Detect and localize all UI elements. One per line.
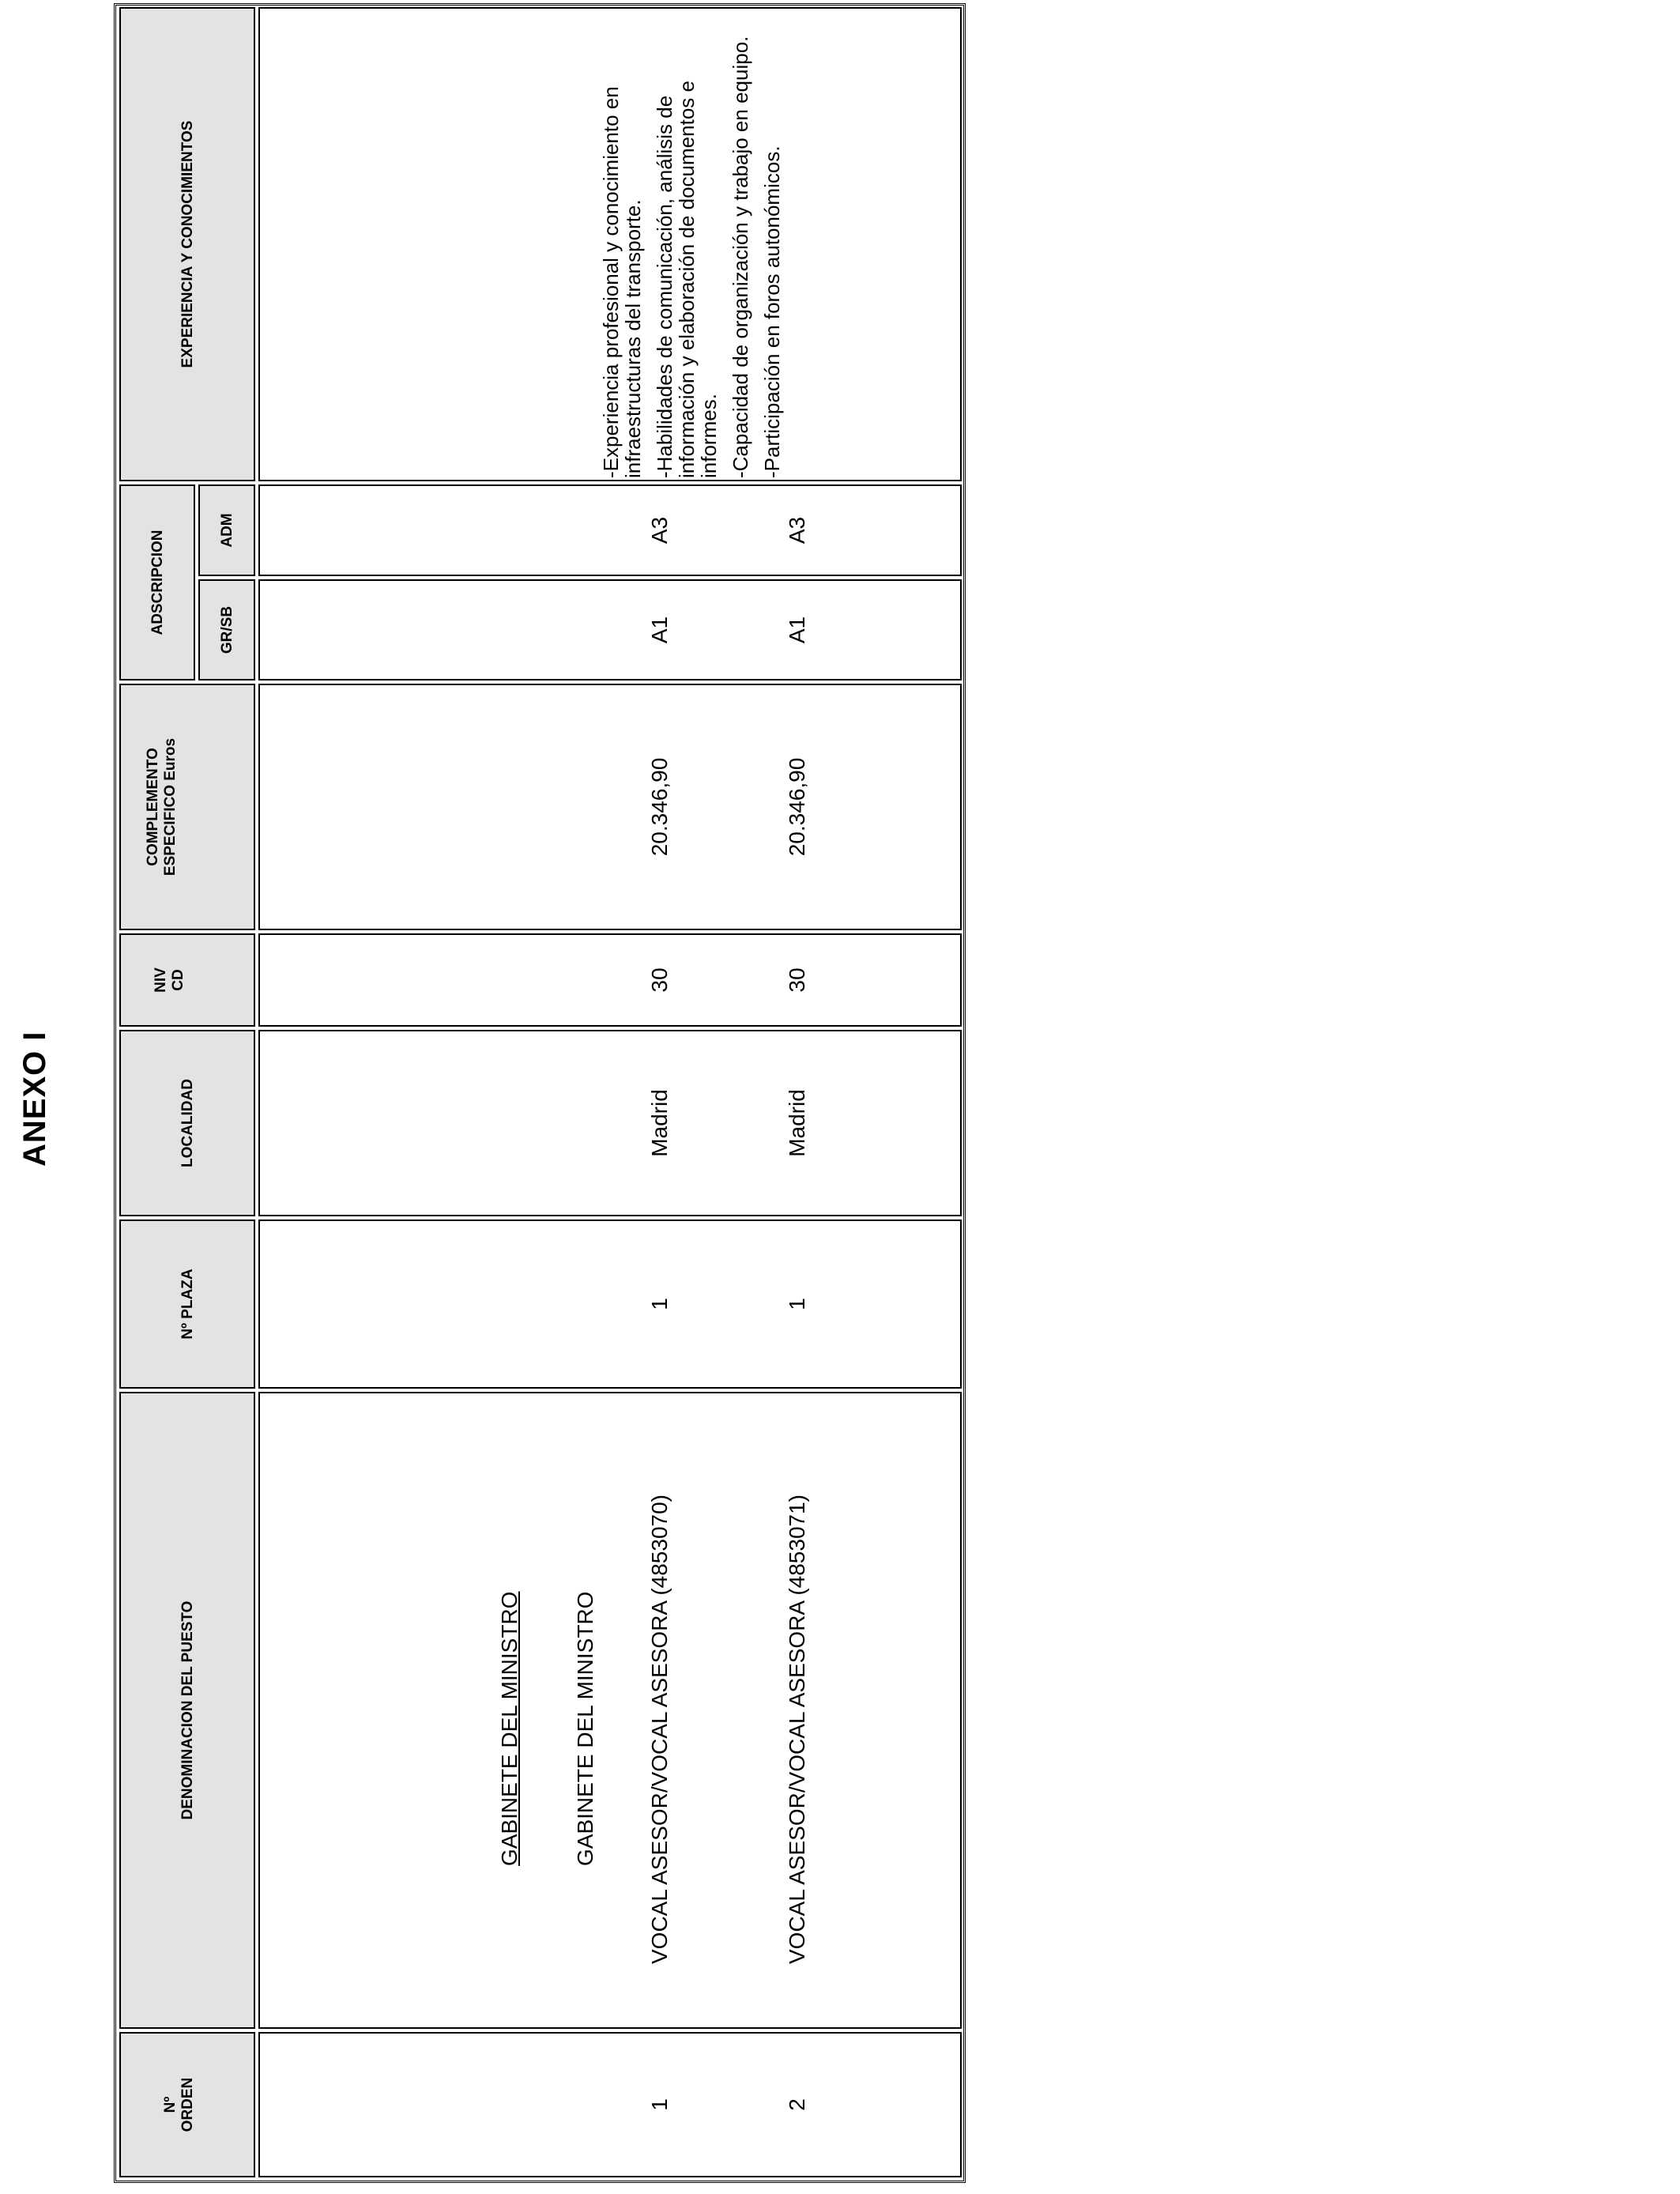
header-complemento-label: COMPLEMENTO ESPECIFICO Euros <box>145 737 179 876</box>
experiencia-item: -Capacidad de organización y trabajo en equipo. <box>729 36 752 478</box>
header-denominacion-label: DENOMINACION DEL PUESTO <box>179 1600 196 1820</box>
experiencia-list <box>600 18 793 478</box>
header-adm <box>198 484 255 576</box>
header-experiencia-label: EXPERIENCIA Y CONOCIMIENTOS <box>179 120 196 368</box>
subsection-heading: GABINETE DEL MINISTRO <box>573 1591 597 1866</box>
row-2-complemento: 20.346,90 <box>785 757 809 857</box>
page-title: ANEXO I <box>17 1031 52 1167</box>
experiencia-item: -Participación en foros autonómicos. <box>760 145 784 478</box>
header-complemento <box>119 684 255 930</box>
row-1-adm: A3 <box>647 516 672 545</box>
header-orden <box>119 2032 255 2177</box>
experiencia-item: -Habilidades de comunicación, análisis de información y elaboración de documentos e informes. <box>653 81 721 478</box>
experiencia-item: -Experiencia profesional y conocimiento en infraestructuras del transporte. <box>599 86 645 478</box>
positions-table <box>114 3 966 2183</box>
row-1-niv: 30 <box>647 967 672 993</box>
body-col-grsb <box>258 579 962 680</box>
body-col-orden <box>258 2032 962 2177</box>
header-orden-label: Nº ORDEN <box>162 2077 196 2132</box>
body-col-niv <box>258 933 962 1027</box>
row-2-adm: A3 <box>785 516 809 545</box>
body-col-plaza <box>258 1220 962 1389</box>
body-col-denominacion <box>258 1392 962 2029</box>
row-2-plaza: 1 <box>785 1298 809 1310</box>
body-col-experiencia <box>258 7 962 481</box>
body-col-localidad <box>258 1030 962 1216</box>
row-2-localidad: Madrid <box>785 1089 809 1157</box>
row-1-plaza: 1 <box>647 1298 672 1310</box>
header-localidad-label: LOCALIDAD <box>179 1079 196 1167</box>
header-experiencia <box>119 7 255 481</box>
header-plaza-label: Nº PLAZA <box>179 1269 196 1340</box>
header-grsb-label: GR/SB <box>219 605 235 654</box>
row-2-grsb: A1 <box>785 616 809 644</box>
row-2-niv: 30 <box>785 967 809 993</box>
header-denominacion <box>119 1392 255 2029</box>
row-1-complemento: 20.346,90 <box>647 757 672 857</box>
section-heading: GABINETE DEL MINISTRO <box>497 1591 522 1866</box>
header-niv <box>119 933 255 1027</box>
body-col-adm <box>258 484 962 576</box>
row-2-denominacion: VOCAL ASESOR/VOCAL ASESORA (4853071) <box>785 1495 809 1964</box>
header-niv-label: NIV CD <box>153 967 186 993</box>
row-1-grsb: A1 <box>647 616 672 644</box>
header-plaza <box>119 1220 255 1389</box>
header-localidad <box>119 1030 255 1216</box>
row-1-localidad: Madrid <box>647 1089 672 1157</box>
row-2-orden: 2 <box>785 2098 809 2111</box>
header-grsb <box>198 579 255 680</box>
row-1-orden: 1 <box>647 2098 672 2111</box>
header-adscripcion <box>119 484 195 680</box>
row-1-denominacion: VOCAL ASESOR/VOCAL ASESORA (4853070) <box>647 1495 672 1964</box>
header-adm-label: ADM <box>219 513 235 548</box>
body-col-complemento <box>258 684 962 930</box>
header-adscripcion-label: ADSCRIPCION <box>149 530 166 635</box>
